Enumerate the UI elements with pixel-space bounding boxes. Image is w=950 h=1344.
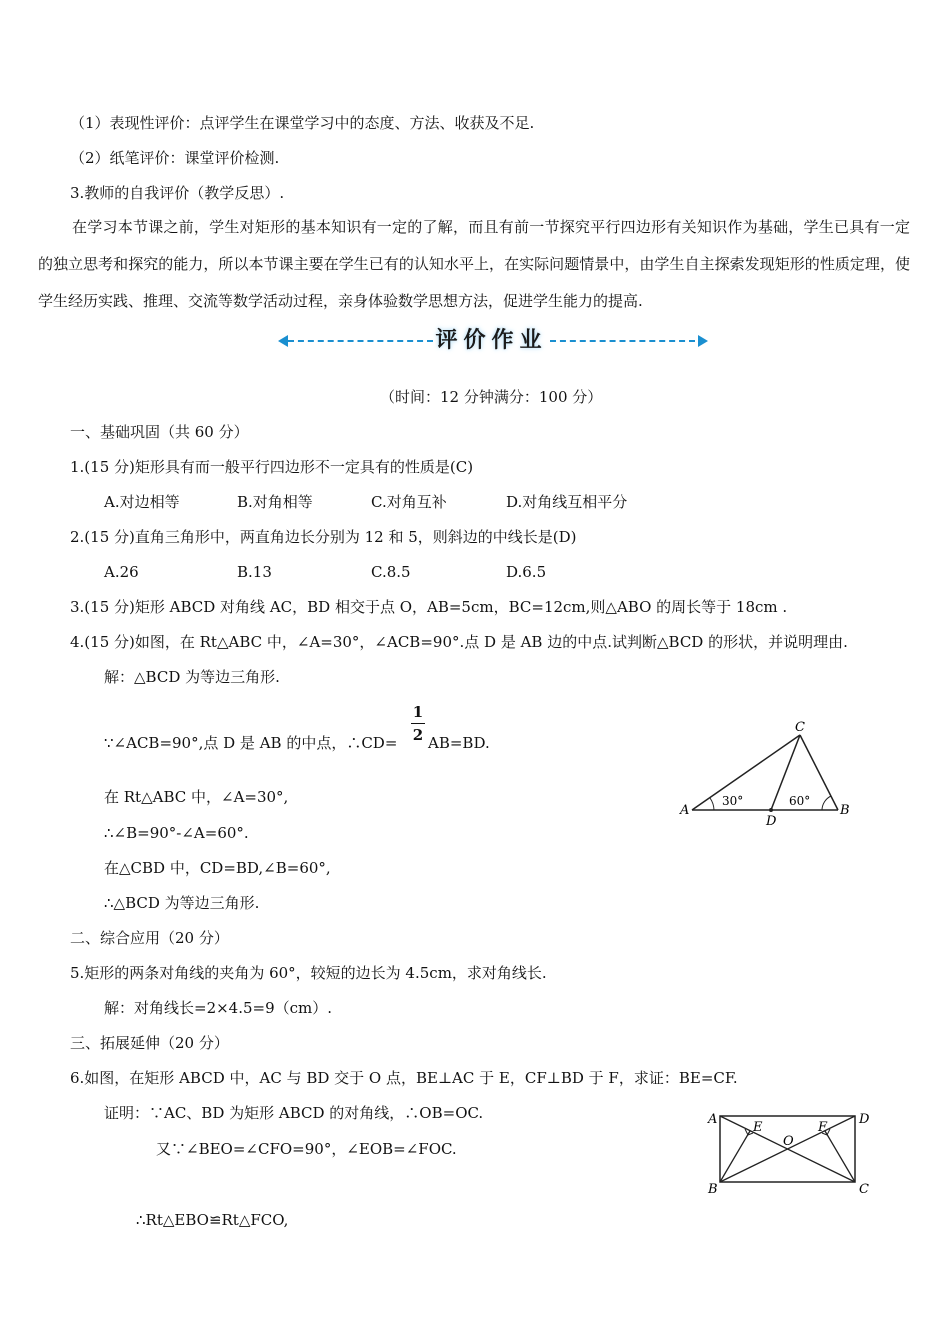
- label-e: E: [753, 1120, 763, 1135]
- q6-stem: 6.如图，在矩形 ABCD 中，AC 与 BD 交于 O 点，BE⊥AC 于 E，CF⊥BD 于 F，求证：BE=CF.: [70, 1069, 738, 1087]
- banner-dash-left: [288, 340, 433, 344]
- point-d-dot: [769, 808, 773, 812]
- q1-option-d: D.对角线互相平分: [506, 493, 628, 511]
- label-c: C: [795, 720, 805, 735]
- label-angle-30: 30°: [722, 794, 744, 808]
- intro-line-1: （1）表现性评价：点评学生在课堂学习中的态度、方法、收获及不足.: [70, 114, 535, 132]
- section-1-heading: 一、基础巩固（共 60 分）: [70, 423, 249, 441]
- fraction-bar: [411, 723, 425, 724]
- label-a: A: [680, 803, 690, 818]
- arrow-left-icon: [278, 335, 288, 347]
- label-b: B: [708, 1182, 718, 1197]
- label-c: C: [859, 1182, 869, 1197]
- arrow-right-icon: [698, 335, 708, 347]
- q2-stem: 2.(15 分)直角三角形中，两直角边长分别为 12 和 5，则斜边的中线长是(D): [70, 528, 577, 546]
- label-d: D: [766, 814, 777, 829]
- label-a: A: [708, 1112, 718, 1127]
- label-d: D: [859, 1112, 870, 1127]
- q6-proof-line-3: ∴Rt△EBO≌Rt△FCO,: [136, 1211, 289, 1229]
- q1-option-c: C.对角互补: [371, 493, 447, 511]
- q4-solution-line-5: ∴△BCD 为等边三角形.: [104, 894, 260, 912]
- label-angle-60: 60°: [789, 794, 811, 808]
- q6-proof-line-1: 证明：∵AC、BD 为矩形 ABCD 的对角线，∴OB=OC.: [104, 1104, 484, 1122]
- q6-proof-line-2: 又∵∠BEO=∠CFO=90°，∠EOB=∠FOC.: [156, 1140, 457, 1158]
- q1-stem: 1.(15 分)矩形具有而一般平行四边形不一定具有的性质是(C): [70, 458, 474, 476]
- q4-solution-line-4: 在△CBD 中，CD=BD,∠B=60°,: [104, 859, 331, 877]
- q3-text: 3.(15 分)矩形 ABCD 对角线 AC，BD 相交于点 O，AB=5cm，BC=12cm,则△ABO 的周长等于 18cm .: [70, 598, 788, 616]
- banner-title: 评价作业: [435, 328, 548, 353]
- q2-option-a: A.26: [104, 563, 139, 581]
- intro-line-3: 3.教师的自我评价（教学反思）.: [70, 184, 285, 202]
- q2-option-c: C.8.5: [371, 563, 411, 581]
- time-note: （时间：12 分钟满分：100 分）: [380, 388, 603, 406]
- q2-option-b: B.13: [237, 563, 272, 581]
- fraction-numerator: 1: [412, 703, 424, 721]
- reflection-paragraph: 在学习本节课之前，学生对矩形的基本知识有一定的了解，而且有前一节探究平行四边形有关知识作为基础，学生已具有一定的独立思考和探究的能力，所以本节课主要在学生已有的认知水平上，在实际问题情景中，由学生自主探索发现矩形的性质定理，使学生经历实践、推理、交流等数学活动过程，亲身体验数学思想方法，促进学生能力的提高.: [38, 218, 910, 310]
- segment-ac: [692, 735, 800, 810]
- q1-option-a: A.对边相等: [104, 493, 180, 511]
- q2-option-d: D.6.5: [506, 563, 547, 581]
- angle-b-arc: [822, 796, 831, 810]
- q1-option-b: B.对角相等: [237, 493, 313, 511]
- q4-solution-intro: 解：△BCD 为等边三角形.: [104, 668, 280, 686]
- fraction-denominator: 2: [412, 726, 424, 744]
- q5-stem: 5.矩形的两条对角线的夹角为 60°，较短的边长为 4.5cm，求对角线长.: [70, 964, 547, 982]
- section-3-heading: 三、拓展延伸（20 分）: [70, 1034, 229, 1052]
- triangle-figure: [670, 715, 860, 830]
- q4-solution-line-1a: ∵∠ACB=90°,点 D 是 AB 的中点，∴CD=: [104, 734, 398, 752]
- banner-dash-right: [550, 340, 695, 344]
- angle-a-arc: [710, 798, 714, 810]
- q4-solution-line-1b: AB=BD.: [428, 734, 490, 752]
- q5-solution: 解：对角线长=2×4.5=9（cm）.: [104, 999, 333, 1017]
- one-half-fraction: [411, 703, 425, 744]
- q4-stem: 4.(15 分)如图，在 Rt△ABC 中，∠A=30°，∠ACB=90°.点 D 是 AB 边的中点.试判断△BCD 的形状，并说明理由.: [70, 633, 848, 651]
- intro-line-2: （2）纸笔评价：课堂评价检测.: [70, 149, 280, 167]
- label-b: B: [840, 803, 850, 818]
- q4-solution-line-2: 在 Rt△ABC 中，∠A=30°,: [104, 788, 289, 806]
- label-f: F: [818, 1120, 828, 1135]
- q4-solution-line-3: ∴∠B=90°-∠A=60°.: [104, 824, 249, 842]
- section-2-heading: 二、综合应用（20 分）: [70, 929, 229, 947]
- rectangle-figure: [700, 1105, 875, 1197]
- label-o: O: [783, 1134, 794, 1149]
- section-banner: [278, 324, 708, 358]
